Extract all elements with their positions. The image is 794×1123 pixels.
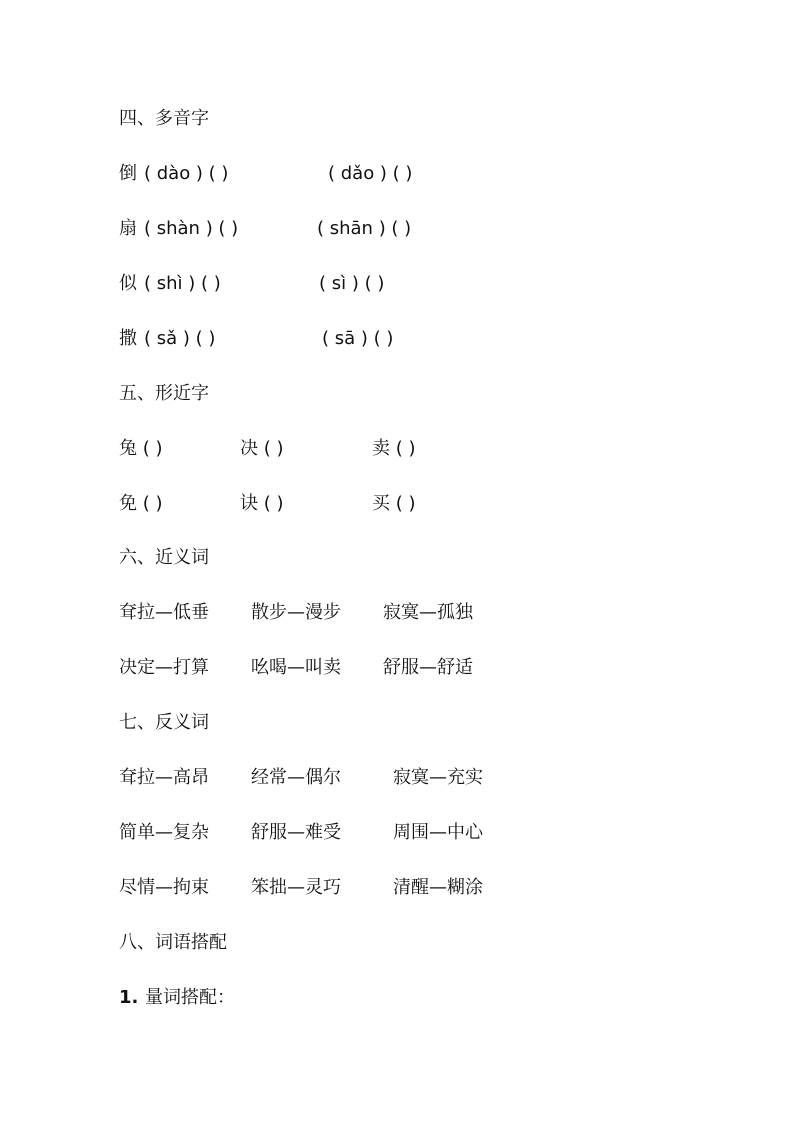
similar-item: 决 ( ) <box>240 438 284 459</box>
antonym-pair: 经常—偶尔 <box>251 767 341 788</box>
polyphonic-char: 撒 <box>119 328 137 349</box>
antonym-pair: 简单—复杂 <box>119 822 209 843</box>
section-heading-polyphonic: 四、多音字 <box>119 108 209 129</box>
section-heading-word-collocation: 八、词语搭配 <box>119 932 227 953</box>
polyphonic-reading-b: ( shān ) ( ) <box>317 218 412 239</box>
polyphonic-char: 似 <box>119 273 137 294</box>
polyphonic-reading-b: ( dǎo ) ( ) <box>328 163 413 184</box>
antonym-pair: 舒服—难受 <box>251 822 341 843</box>
synonym-pair: 散步—漫步 <box>251 602 341 623</box>
antonym-pair: 周围—中心 <box>393 822 483 843</box>
polyphonic-char: 倒 <box>119 163 137 184</box>
section-heading-similar-characters: 五、形近字 <box>119 383 209 404</box>
synonym-pair: 决定—打算 <box>119 657 209 678</box>
antonym-pair: 尽情—拘束 <box>119 877 209 898</box>
similar-item: 买 ( ) <box>372 493 416 514</box>
polyphonic-reading-a: ( dào ) ( ) <box>144 163 229 184</box>
similar-item: 诀 ( ) <box>240 493 284 514</box>
synonym-pair: 耷拉—低垂 <box>119 602 209 623</box>
section-heading-synonyms: 六、近义词 <box>119 547 209 568</box>
section-heading-antonyms: 七、反义词 <box>119 712 209 733</box>
synonym-pair: 寂寞—孤独 <box>383 602 473 623</box>
polyphonic-reading-a: ( shàn ) ( ) <box>144 218 239 239</box>
item-label: 量词搭配： <box>145 987 235 1008</box>
polyphonic-reading-b: ( sì ) ( ) <box>319 273 385 294</box>
item-number: 1. <box>119 987 139 1008</box>
polyphonic-reading-a: ( shì ) ( ) <box>144 273 221 294</box>
similar-item: 兔 ( ) <box>119 438 163 459</box>
similar-item: 卖 ( ) <box>372 438 416 459</box>
polyphonic-reading-a: ( sǎ ) ( ) <box>144 328 216 349</box>
antonym-pair: 清醒—糊涂 <box>393 877 483 898</box>
antonym-pair: 笨拙—灵巧 <box>251 877 341 898</box>
synonym-pair: 吆喝—叫卖 <box>251 657 341 678</box>
polyphonic-char: 扇 <box>119 218 137 239</box>
similar-item: 免 ( ) <box>119 493 163 514</box>
polyphonic-reading-b: ( sā ) ( ) <box>322 328 394 349</box>
antonym-pair: 寂寞—充实 <box>393 767 483 788</box>
antonym-pair: 耷拉—高昂 <box>119 767 209 788</box>
synonym-pair: 舒服—舒适 <box>383 657 473 678</box>
